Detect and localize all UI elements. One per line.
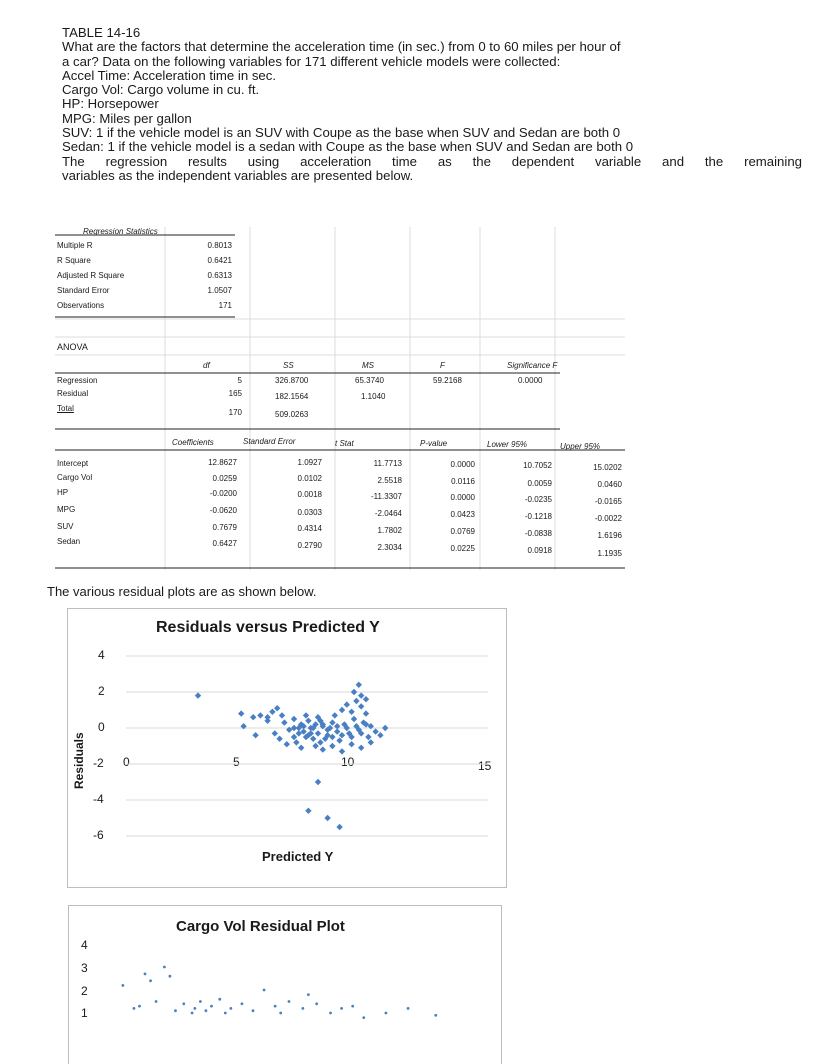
anova-title: ANOVA bbox=[57, 342, 88, 352]
chart1-x-tick: 15 bbox=[478, 759, 492, 773]
chart1-data-point bbox=[279, 712, 285, 718]
reg-stats-header: Regression Statistics bbox=[83, 227, 158, 236]
chart1-data-point bbox=[363, 710, 369, 716]
chart1-y-tick: 0 bbox=[98, 720, 105, 734]
chart2-data-point bbox=[351, 1005, 354, 1008]
chart2-data-point bbox=[144, 973, 147, 976]
chart1-data-point bbox=[315, 779, 321, 785]
chart2-y-tick: 2 bbox=[81, 984, 88, 998]
reg-stat-label: Observations bbox=[57, 301, 105, 310]
reg-stat-value: 171 bbox=[218, 301, 232, 310]
chart2-y-tick: 1 bbox=[81, 1006, 88, 1020]
coef-header-coefficients: Coefficients bbox=[172, 438, 214, 447]
chart2-data-point bbox=[205, 1009, 208, 1012]
chart1-data-point bbox=[358, 692, 364, 698]
chart2-data-point bbox=[193, 1007, 196, 1010]
chart1-y-tick: 4 bbox=[98, 648, 105, 662]
chart1-data-point bbox=[305, 808, 311, 814]
chart1-data-point bbox=[257, 712, 263, 718]
coef-header-upper95: Upper 95% bbox=[560, 442, 601, 451]
reg-stat-label: Standard Error bbox=[57, 286, 110, 295]
chart1-x-tick: 10 bbox=[341, 755, 355, 769]
chart1-data-point bbox=[293, 739, 299, 745]
chart1-data-point bbox=[305, 718, 311, 724]
chart2-data-point bbox=[163, 966, 166, 969]
chart2-data-point bbox=[340, 1007, 343, 1010]
chart1-data-point bbox=[195, 692, 201, 698]
chart1-data-point bbox=[351, 689, 357, 695]
chart1-data-point bbox=[272, 730, 278, 736]
chart1-data-point bbox=[329, 743, 335, 749]
chart1-data-point bbox=[276, 736, 282, 742]
chart1-data-point bbox=[353, 698, 359, 704]
chart2-data-point bbox=[229, 1007, 232, 1010]
question-line-1: What are the factors that determine the acceleration time (in sec.) from 0 to 60 miles per hour of bbox=[62, 39, 621, 55]
chart1-data-point bbox=[298, 745, 304, 751]
chart1-data-point bbox=[303, 712, 309, 718]
chart2-data-point bbox=[224, 1012, 227, 1015]
reg-stat-value: 1.0507 bbox=[207, 286, 232, 295]
chart2-data-point bbox=[407, 1007, 410, 1010]
chart1-x-axis-label: Predicted Y bbox=[262, 849, 334, 864]
chart2-data-point bbox=[434, 1014, 437, 1017]
chart1-y-tick: 2 bbox=[98, 684, 105, 698]
chart1-data-point bbox=[372, 728, 378, 734]
chart1-data-point bbox=[339, 748, 345, 754]
chart1-data-point bbox=[332, 712, 338, 718]
chart1-data-point bbox=[356, 682, 362, 688]
chart2-data-point bbox=[149, 979, 152, 982]
chart2-data-point bbox=[121, 984, 124, 987]
coef-header-lower95: Lower 95% bbox=[487, 440, 528, 449]
chart1-data-point bbox=[238, 710, 244, 716]
chart1-data-point bbox=[358, 703, 364, 709]
reg-stat-label: R Square bbox=[57, 256, 91, 265]
var-hp: HP: Horsepower bbox=[62, 96, 159, 112]
reg-stat-value: 0.8013 bbox=[207, 241, 232, 250]
chart1-data-point bbox=[348, 741, 354, 747]
coef-header-stderr: Standard Error bbox=[243, 437, 296, 446]
chart2-data-point bbox=[362, 1016, 365, 1019]
chart1-data-point bbox=[264, 718, 270, 724]
chart2-data-point bbox=[138, 1005, 141, 1008]
chart1-data-point bbox=[363, 696, 369, 702]
var-sedan: Sedan: 1 if the vehicle model is a sedan with Coupe as the base when SUV and Sedan are both 0 bbox=[62, 139, 634, 155]
var-mpg: MPG: Miles per gallon bbox=[62, 110, 192, 126]
chart2-plot-area bbox=[69, 906, 501, 1064]
chart2-title: Cargo Vol Residual Plot bbox=[176, 918, 345, 935]
chart1-data-point bbox=[368, 739, 374, 745]
chart1-x-tick: 5 bbox=[233, 755, 240, 769]
reg-stat-label: Multiple R bbox=[57, 241, 93, 250]
closing-line-1: The regression results using acceleration time as the dependent variable and the remaining bbox=[62, 153, 802, 169]
chart2-data-point bbox=[174, 1009, 177, 1012]
chart1-data-point bbox=[348, 709, 354, 715]
chart2-data-point bbox=[279, 1012, 282, 1015]
chart2-data-point bbox=[133, 1007, 136, 1010]
question-line-2: a car? Data on the following variables for 171 different vehicle models were collected: bbox=[62, 53, 561, 69]
reg-stat-value: 0.6313 bbox=[207, 271, 232, 280]
chart2-y-tick: 3 bbox=[81, 961, 88, 975]
chart2-y-tick: 4 bbox=[81, 938, 88, 952]
residuals-vs-predicted-chart bbox=[67, 608, 507, 888]
chart1-data-point bbox=[339, 732, 345, 738]
intro-text bbox=[62, 26, 802, 183]
coef-header-pvalue: P-value bbox=[420, 439, 448, 448]
chart2-data-point bbox=[191, 1012, 194, 1015]
var-suv: SUV: 1 if the vehicle model is an SUV with Coupe as the base when SUV and Sedan are both 0 bbox=[62, 125, 621, 141]
chart1-data-point bbox=[351, 716, 357, 722]
reg-stat-label: Adjusted R Square bbox=[57, 271, 125, 280]
chart1-data-point bbox=[365, 734, 371, 740]
chart1-y-axis-label: Residuals bbox=[72, 732, 86, 789]
anova-header-sig: Significance F bbox=[507, 361, 558, 370]
table-id: TABLE 14-16 bbox=[62, 25, 141, 40]
chart1-data-point bbox=[317, 739, 323, 745]
chart1-data-point bbox=[336, 824, 342, 830]
chart1-data-point bbox=[252, 732, 258, 738]
anova-header-f: F bbox=[440, 361, 445, 370]
chart1-data-point bbox=[382, 725, 388, 731]
chart2-data-point bbox=[182, 1002, 185, 1005]
chart1-data-point bbox=[281, 719, 287, 725]
reg-stat-value: 0.6421 bbox=[207, 256, 232, 265]
chart1-data-point bbox=[336, 737, 342, 743]
chart2-data-point bbox=[301, 1007, 304, 1010]
chart2-data-point bbox=[252, 1009, 255, 1012]
chart1-data-point bbox=[358, 745, 364, 751]
chart2-data-point bbox=[241, 1002, 244, 1005]
chart1-data-point bbox=[324, 815, 330, 821]
chart1-data-point bbox=[284, 741, 290, 747]
anova-header-ms: MS bbox=[362, 361, 374, 370]
chart2-data-point bbox=[169, 975, 172, 978]
regression-output-table: Regression Statistics Multiple R 0.8013 R Square 0.6421 Adjusted R Square 0.6313 Standard Error 1.0507 Observations 171 ANOVA df SS MS F Significance F Regression 5 326.8700 65.3740 59.2168 0.0000 Residual 165 182.1564 1.1040 Total 170 509.0263 Coefficients Standard Error t Stat P-value Lower 95% Upper 95% Intercept 12.8627 1.0927 11.7713 0.0000 10.7052 15.0202 Cargo Vol 0.0259 0.0102 2.5518 0.0116 0.0059 0.0460 HP -0.0200 0.0018 -11.3307 0.0000 -0.0235 -0.0165 MPG -0.0620 0.0303 -2.0464 0.0423 -0.1218 -0.0022 SUV 0.7679 0.4314 1.7802 0.0769 -0.0838 1.6196 Sedan 0.6427 0.2790 2.3034 0.0225 0.0918 1.1935 bbox=[55, 227, 625, 570]
chart1-data-point bbox=[339, 707, 345, 713]
chart1-data-point bbox=[377, 732, 383, 738]
cargo-vol-residual-chart bbox=[68, 905, 502, 1064]
chart2-data-point bbox=[218, 998, 221, 1001]
chart2-data-point bbox=[329, 1012, 332, 1015]
chart2-data-point bbox=[210, 1005, 213, 1008]
chart2-data-point bbox=[274, 1005, 277, 1008]
chart2-data-point bbox=[315, 1002, 318, 1005]
chart1-title: Residuals versus Predicted Y bbox=[156, 619, 380, 636]
chart1-y-tick: -2 bbox=[93, 756, 104, 770]
chart2-data-point bbox=[288, 1000, 291, 1003]
anova-header-ss: SS bbox=[283, 361, 294, 370]
var-accel: Accel Time: Acceleration time in sec. bbox=[62, 67, 277, 83]
chart1-data-point bbox=[310, 736, 316, 742]
chart1-data-point bbox=[291, 716, 297, 722]
coef-header-tstat: t Stat bbox=[335, 439, 354, 448]
chart1-y-tick: -6 bbox=[93, 828, 104, 842]
chart2-data-point bbox=[307, 993, 310, 996]
chart1-data-point bbox=[250, 714, 256, 720]
residual-plots-caption: The various residual plots are as shown below. bbox=[47, 584, 317, 599]
chart1-plot-area bbox=[68, 609, 506, 887]
chart1-data-point bbox=[329, 719, 335, 725]
chart2-data-point bbox=[155, 1000, 158, 1003]
anova-header-df: df bbox=[203, 361, 210, 370]
var-cargo: Cargo Vol: Cargo volume in cu. ft. bbox=[62, 82, 260, 98]
chart1-y-tick: -4 bbox=[93, 792, 104, 806]
chart1-data-point bbox=[315, 730, 321, 736]
chart2-data-point bbox=[263, 989, 266, 992]
chart1-data-point bbox=[320, 746, 326, 752]
chart1-data-point bbox=[269, 709, 275, 715]
chart2-data-point bbox=[199, 1000, 202, 1003]
closing-line-2: variables as the independent variables are presented below. bbox=[62, 167, 414, 183]
chart1-data-point bbox=[312, 743, 318, 749]
chart1-data-point bbox=[274, 705, 280, 711]
chart1-data-point bbox=[291, 734, 297, 740]
chart1-x-tick: 0 bbox=[123, 755, 130, 769]
chart2-data-point bbox=[385, 1012, 388, 1015]
chart1-data-point bbox=[344, 701, 350, 707]
